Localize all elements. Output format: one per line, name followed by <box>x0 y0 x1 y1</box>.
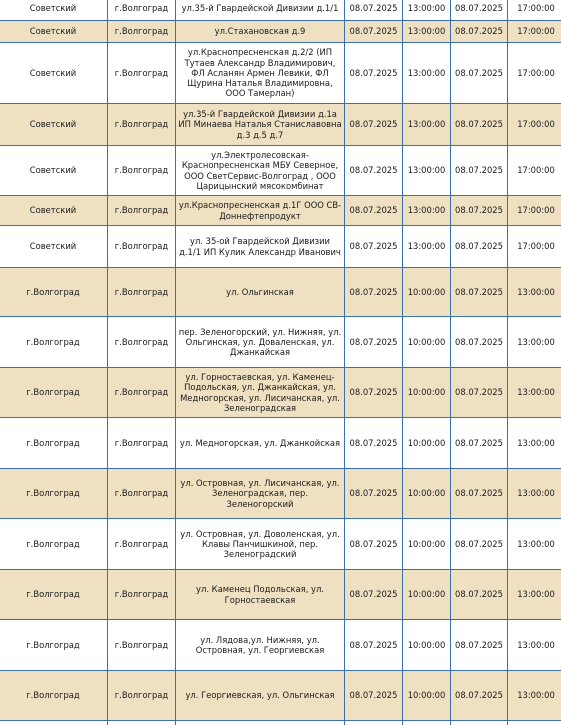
city-cell: г.Волгоград <box>108 368 176 418</box>
start-date-cell: 08.07.2025 <box>345 368 403 418</box>
address-cell: ул.35-й Гвардейской Дивизии д.1а ИП Минаева Наталья Станиславовна д.3 д.5 д.7 <box>176 104 345 146</box>
district-cell: г.Волгоград <box>0 317 108 368</box>
address-cell: ул. Георгиевская, ул. Ольгинская <box>176 671 345 721</box>
table-row <box>0 368 561 418</box>
city-cell: г.Волгоград <box>108 21 176 43</box>
table-row <box>0 21 561 43</box>
start-date-cell: 08.07.2025 <box>345 671 403 721</box>
city-cell: г.Волгоград <box>108 196 176 226</box>
city-cell: г.Волгоград <box>108 268 176 317</box>
start-time-cell: 10:00:00 <box>403 317 451 368</box>
end-time-cell: 17:00:00 <box>508 104 561 146</box>
end-time-cell: 13:00:00 <box>508 418 561 469</box>
address-cell: ул. Каменец Подольская, ул. Горностаевская <box>176 570 345 620</box>
city-cell: г.Волгоград <box>108 317 176 368</box>
start-date-cell: 08.07.2025 <box>345 146 403 196</box>
address-cell: ул. Лядова,ул. Нижняя, ул. Островная, ул. Георгиевская <box>176 620 345 671</box>
start-date-cell: 08.07.2025 <box>345 196 403 226</box>
start-date-cell: 08.07.2025 <box>345 317 403 368</box>
start-date-cell: 08.07.2025 <box>345 0 403 21</box>
start-time-cell: 10:00:00 <box>403 368 451 418</box>
table-row <box>0 418 561 469</box>
table-row <box>0 43 561 104</box>
start-time-cell: 13:00:00 <box>403 43 451 104</box>
start-date-cell: 08.07.2025 <box>345 21 403 43</box>
end-date-cell: 08.07.2025 <box>451 196 508 226</box>
district-cell: г.Волгоград <box>0 620 108 671</box>
end-date-cell: 08.07.2025 <box>451 0 508 21</box>
table-row <box>0 268 561 317</box>
address-cell: ул.Краснопресненская д.2/2 (ИП Тутаев Александр Владимирович, ФЛ Асланян Армен Левики, ФЛ Щурина Наталья Владимировна, ООО Тамерлан) <box>176 43 345 104</box>
end-date-cell: 08.07.2025 <box>451 418 508 469</box>
start-date-cell: 08.07.2025 <box>345 620 403 671</box>
district-cell: г.Волгоград <box>0 418 108 469</box>
district-cell: Советский <box>0 21 108 43</box>
start-time-cell: 10:00:00 <box>403 671 451 721</box>
district-cell: Советский <box>0 146 108 196</box>
address-cell: ул.35-й Гвардейской Дивизии д.1/1 <box>176 0 345 21</box>
city-cell: г.Волгоград <box>108 104 176 146</box>
end-date-cell: 08.07.2025 <box>451 519 508 570</box>
address-cell: ул. Медногорская, ул. Джанкойская <box>176 418 345 469</box>
table-row <box>0 104 561 146</box>
city-cell: г.Волгоград <box>108 43 176 104</box>
end-date-cell: 08.07.2025 <box>451 317 508 368</box>
table-row <box>0 146 561 196</box>
district-cell: Советский <box>0 104 108 146</box>
table-row <box>0 721 561 725</box>
address-cell: пер. Зеленогорский, ул. Нижняя, ул. Ольгинская, ул. Доваленская, ул. Джанкайская <box>176 317 345 368</box>
end-date-cell: 08.07.2025 <box>451 268 508 317</box>
district-cell: г.Волгоград <box>0 671 108 721</box>
district-cell: Советский <box>0 226 108 268</box>
end-time-cell: 17:00:00 <box>508 0 561 21</box>
start-date-cell: 08.07.2025 <box>345 469 403 519</box>
table-row <box>0 469 561 519</box>
end-date-cell: 08.07.2025 <box>451 368 508 418</box>
start-time-cell: 10:00:00 <box>403 469 451 519</box>
table-row <box>0 0 561 21</box>
start-time-cell: 10:00:00 <box>403 418 451 469</box>
address-cell: ул. 35-ой Гвардейской Дивизии д.1/1 ИП Кулик Александр Иванович <box>176 226 345 268</box>
start-date-cell: 08.07.2025 <box>345 43 403 104</box>
city-cell: г.Волгоград <box>108 671 176 721</box>
district-cell: г.Волгоград <box>0 368 108 418</box>
end-time-cell: 13:00:00 <box>508 671 561 721</box>
end-time-cell: 13:00:00 <box>508 469 561 519</box>
end-date-cell: 08.07.2025 <box>451 570 508 620</box>
end-date-cell: 08.07.2025 <box>451 226 508 268</box>
district-cell: Советский <box>0 43 108 104</box>
start-time-cell: 13:00:00 <box>403 226 451 268</box>
start-time-cell: 13:00:00 <box>403 104 451 146</box>
address-cell: ул. Островная, ул. Лисичанская, ул. Зеленоградская, пер. Зеленогорский <box>176 469 345 519</box>
end-time-cell: 17:00:00 <box>508 21 561 43</box>
address-cell: ул. Ольгинская <box>176 268 345 317</box>
start-date-cell: 08.07.2025 <box>345 570 403 620</box>
city-cell: г.Волгоград <box>108 570 176 620</box>
start-date-cell: 08.07.2025 <box>345 226 403 268</box>
table-row <box>0 317 561 368</box>
end-time-cell: 13:00:00 <box>508 368 561 418</box>
end-date-cell: 08.07.2025 <box>451 104 508 146</box>
city-cell: г.Волгоград <box>108 418 176 469</box>
city-cell: г.Волгоград <box>108 146 176 196</box>
end-time-cell: 17:00:00 <box>508 196 561 226</box>
city-cell: г.Волгоград <box>108 469 176 519</box>
end-time-cell: 17:00:00 <box>508 226 561 268</box>
end-date-cell: 08.07.2025 <box>451 43 508 104</box>
end-time-cell: 13:00:00 <box>508 570 561 620</box>
end-time-cell: 13:00:00 <box>508 519 561 570</box>
start-time-cell: 10:00:00 <box>403 519 451 570</box>
start-time-cell: 10:00:00 <box>403 570 451 620</box>
end-time-cell: 13:00:00 <box>508 620 561 671</box>
end-date-cell: 08.07.2025 <box>451 146 508 196</box>
address-cell: ул. Горностаевская, ул. Каменец-Подольская, ул. Джанкайская, ул. Медногорская, ул. Лисичанская, ул. Зеленоградская <box>176 368 345 418</box>
address-cell: ул.Электролесовская-Краснопресненская МБУ Северное, ООО СветСервис-Волгоград , ООО Царицынский мясокомбинат <box>176 146 345 196</box>
address-cell: ул. Островная, ул. Доволенская, ул. Клавы Панчишкиной, пер. Зеленоградский <box>176 519 345 570</box>
end-time-cell: 17:00:00 <box>508 43 561 104</box>
start-time-cell: 13:00:00 <box>403 21 451 43</box>
start-time-cell: 13:00:00 <box>403 146 451 196</box>
end-time-cell: 13:00:00 <box>508 317 561 368</box>
end-date-cell: 08.07.2025 <box>451 469 508 519</box>
city-cell: г.Волгоград <box>108 620 176 671</box>
table-row <box>0 519 561 570</box>
table-row <box>0 620 561 671</box>
end-time-cell: 17:00:00 <box>508 146 561 196</box>
city-cell: г.Волгоград <box>108 519 176 570</box>
end-date-cell: 08.07.2025 <box>451 620 508 671</box>
table-row <box>0 671 561 721</box>
district-cell: г.Волгоград <box>0 519 108 570</box>
district-cell: Советский <box>0 196 108 226</box>
address-cell: ул.Краснопресненская д.1Г ООО СВ-Доннефтепродукт <box>176 196 345 226</box>
start-date-cell: 08.07.2025 <box>345 519 403 570</box>
start-time-cell: 10:00:00 <box>403 268 451 317</box>
start-date-cell: 08.07.2025 <box>345 418 403 469</box>
start-date-cell: 08.07.2025 <box>345 104 403 146</box>
district-cell: Советский <box>0 0 108 21</box>
table-row <box>0 196 561 226</box>
start-time-cell: 10:00:00 <box>403 620 451 671</box>
address-cell: ул.Стахановская д.9 <box>176 21 345 43</box>
start-date-cell: 08.07.2025 <box>345 268 403 317</box>
end-date-cell: 08.07.2025 <box>451 21 508 43</box>
start-time-cell: 13:00:00 <box>403 0 451 21</box>
district-cell: г.Волгоград <box>0 469 108 519</box>
end-time-cell: 13:00:00 <box>508 268 561 317</box>
start-time-cell: 13:00:00 <box>403 196 451 226</box>
city-cell: г.Волгоград <box>108 0 176 21</box>
city-cell: г.Волгоград <box>108 226 176 268</box>
end-date-cell: 08.07.2025 <box>451 671 508 721</box>
table-row <box>0 226 561 268</box>
table-row <box>0 570 561 620</box>
district-cell: г.Волгоград <box>0 570 108 620</box>
district-cell: г.Волгоград <box>0 268 108 317</box>
